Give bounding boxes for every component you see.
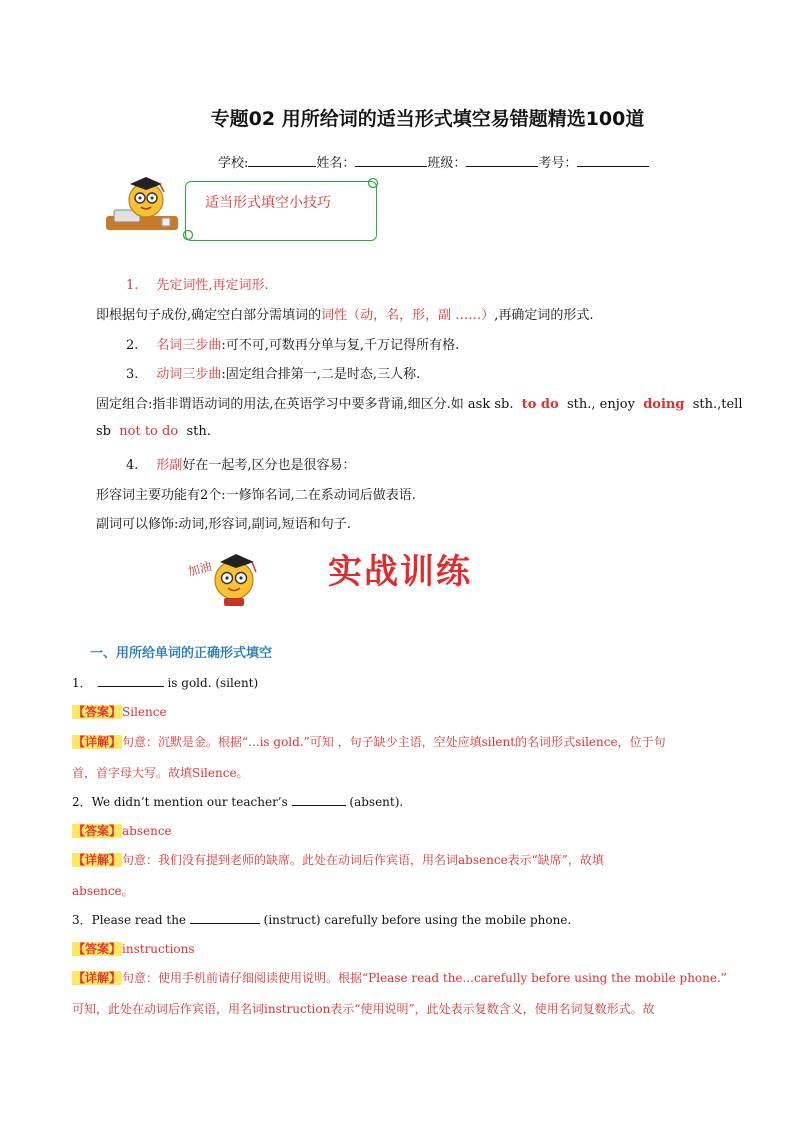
tip-3-text: :固定组合排第一,二是时态,三人称.	[221, 367, 421, 382]
tip-1-desc	[96, 304, 594, 323]
q2-blank[interactable]	[292, 793, 346, 806]
name-label: 姓名：	[316, 156, 356, 171]
q2-answer: absence	[122, 824, 172, 838]
adj-desc: 形容词主要功能有2个:一修饰名词,二在系动词后做表语.	[96, 488, 416, 503]
adv-desc: 副词可以修饰:动词,形容词,副词,短语和句子.	[96, 517, 351, 532]
tip-1-desc-b: ,再确定词的形式.	[494, 308, 594, 323]
fixed-red-2: doing	[643, 397, 685, 412]
scroll-curl-icon	[366, 176, 380, 190]
question-2	[72, 793, 403, 810]
practice-banner: 实战训练	[328, 552, 472, 592]
q2-detail-line-1	[72, 851, 604, 868]
scholar-mascot-icon	[100, 176, 182, 238]
fixed-combo-line-2	[96, 424, 211, 439]
exam-label: 考号：	[538, 156, 578, 171]
q3-text-b: (instruct) carefully before using the mobile phone.	[259, 913, 572, 927]
tip-3-number: 3.	[126, 367, 139, 382]
fixed2-a: sb	[96, 424, 116, 439]
class-label: 班级：	[427, 156, 467, 171]
jiayou-text: 加油	[186, 559, 214, 579]
scroll-curl-icon	[181, 228, 195, 242]
fixed2-red: not to do	[119, 424, 179, 439]
q1-blank[interactable]	[98, 674, 164, 687]
tip-1-desc-red: 词性（动，名，形，副 ……）	[321, 308, 495, 323]
tips-title: 适当形式填空小技巧	[205, 195, 331, 211]
question-3	[72, 911, 571, 928]
exam-blank[interactable]	[577, 154, 649, 167]
q3-detail-1: 句意：使用手机前请仔细阅读使用说明。根据“Please read the...carefully before using the mobile phone.”	[122, 971, 727, 985]
q1-answer-line	[72, 703, 167, 720]
school-blank[interactable]	[248, 154, 316, 167]
q2-number: 2．	[72, 795, 92, 809]
section-title: 一、用所给单词的正确形式填空	[90, 646, 273, 661]
answer-tag: 【答案】	[73, 824, 122, 838]
detail-tag: 【详解】	[73, 853, 122, 867]
q1-detail-line-1	[72, 733, 666, 750]
question-1	[72, 674, 258, 691]
page-title: 专题02 用所给词的适当形式填空易错题精选100道	[210, 108, 645, 130]
q1-number: 1．	[72, 676, 92, 690]
name-blank[interactable]	[355, 154, 427, 167]
tip-1	[126, 274, 269, 293]
q2-detail-line-2: absence。	[72, 884, 134, 898]
class-blank[interactable]	[466, 154, 538, 167]
q3-blank[interactable]	[190, 911, 260, 924]
answer-tag: 【答案】	[73, 705, 122, 719]
q3-answer-line	[72, 940, 195, 957]
tip-2-text: :可不可,可数再分单与复,千万记得所有格.	[221, 338, 460, 353]
student-info-line	[218, 152, 649, 171]
answer-tag: 【答案】	[73, 942, 122, 956]
tip-4-text: 好在一起考,区分也是很容易：	[182, 458, 356, 473]
tip-3-red: 动词三步曲	[156, 367, 222, 382]
fixed-c: sth.,tell	[688, 397, 743, 412]
q3-detail-line-1	[72, 969, 727, 986]
q1-detail-line-2: 首，首字母大写。故填Silence。	[72, 766, 249, 780]
tip-4-red: 形副	[156, 458, 183, 473]
q3-detail-line-2: 可知，此处在动词后作宾语，用名词instruction表示“使用说明”，此处表示复数含义，使用名词复数形式。故	[72, 1002, 655, 1016]
fixed-a: 固定组合:指非谓语动词的用法,在英语学习中要多背诵,细区分.如 ask sb.	[96, 397, 514, 412]
fixed-red-1: to do	[521, 397, 559, 412]
detail-tag: 【详解】	[73, 735, 122, 749]
tip-2-number: 2.	[126, 338, 139, 353]
q2-detail-1: 句意：我们没有提到老师的缺席。此处在动词后作宾语，用名词absence表示“缺席”，故填	[122, 853, 604, 867]
q1-answer: Silence	[122, 705, 167, 719]
tip-2-red: 名词三步曲	[156, 338, 222, 353]
fixed-combo-line-1	[96, 393, 742, 412]
tip-4	[126, 454, 356, 473]
fixed2-b: sth.	[182, 424, 211, 439]
school-label: 学校:	[218, 156, 249, 171]
q1-text: is gold. (silent)	[163, 676, 259, 690]
q3-text-a: Please read the	[91, 913, 190, 927]
cheering-mascot-icon	[186, 548, 276, 612]
q1-detail-1: 句意：沉默是金。根据“...is gold.”可知 ，句子缺少主语，空处应填silent的名词形式silence，位于句	[122, 735, 666, 749]
detail-tag: 【详解】	[73, 971, 122, 985]
fixed-b: sth., enjoy	[562, 397, 640, 412]
q2-text-a: We didn’t mention our teacher’s	[91, 795, 292, 809]
q3-number: 3．	[72, 913, 92, 927]
q2-text-b: (absent).	[345, 795, 404, 809]
tip-1-text: 先定词性,再定词形.	[156, 278, 269, 293]
tip-1-desc-a: 即根据句子成份,确定空白部分需填词的	[96, 308, 322, 323]
tip-4-number: 4.	[126, 458, 139, 473]
tip-2	[126, 334, 459, 353]
tip-3	[126, 363, 420, 382]
q2-answer-line	[72, 822, 172, 839]
q3-answer: instructions	[122, 942, 195, 956]
tip-1-number: 1.	[126, 278, 139, 293]
